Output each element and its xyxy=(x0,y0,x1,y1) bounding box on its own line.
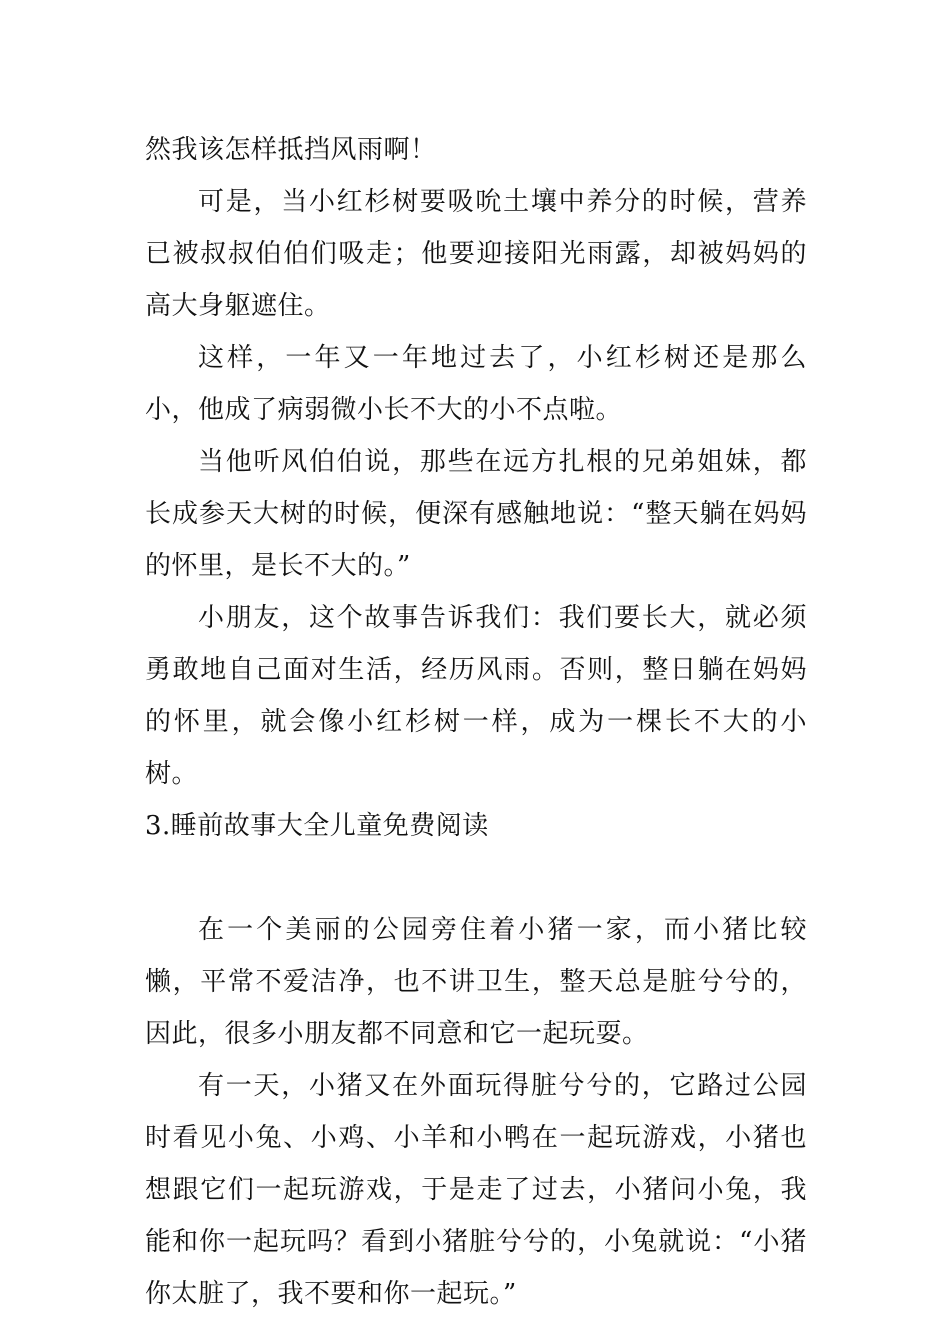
paragraph: 在一个美丽的公园旁住着小猪一家，而小猪比较懒，平常不爱洁净，也不讲卫生，整天总是脏兮兮的，因此，很多小朋友都不同意和它一起玩耍。 xyxy=(145,915,807,1049)
paragraph: 当他听风伯伯说，那些在远方扎根的兄弟姐妹，都长成参天大树的时候，便深有感触地说：“整天躺在妈妈的怀里，是长不大的。” xyxy=(145,447,807,581)
paragraph: 有一天，小猪又在外面玩得脏兮兮的，它路过公园时看见小兔、小鸡、小羊和小鸭在一起玩游戏，小猪也想跟它们一起玩游戏，于是走了过去，小猪问小兔，我能和你一起玩吗？看到小猪脏兮兮的，小兔就说：“小猪你太脏了，我不要和你一起玩。” xyxy=(145,1071,807,1309)
paragraph: 这样，一年又一年地过去了，小红杉树还是那么小，他成了病弱微小长不大的小不点啦。 xyxy=(145,343,807,425)
paragraph: 可是，当小红杉树要吸吮土壤中养分的时候，营养已被叔叔伯伯们吸走；他要迎接阳光雨露，却被妈妈的高大身躯遮住。 xyxy=(145,187,807,321)
paragraph: 然我该怎样抵挡风雨啊！ xyxy=(145,135,437,165)
blank-line xyxy=(145,852,807,904)
paragraph: 小朋友，这个故事告诉我们：我们要长大，就必须勇敢地自己面对生活，经历风雨。否则，整日躺在妈妈的怀里，就会像小红杉树一样，成为一棵长不大的小树。 xyxy=(145,603,807,789)
section-heading: 3.睡前故事大全儿童免费阅读 xyxy=(145,811,489,841)
document-body xyxy=(145,124,807,1320)
